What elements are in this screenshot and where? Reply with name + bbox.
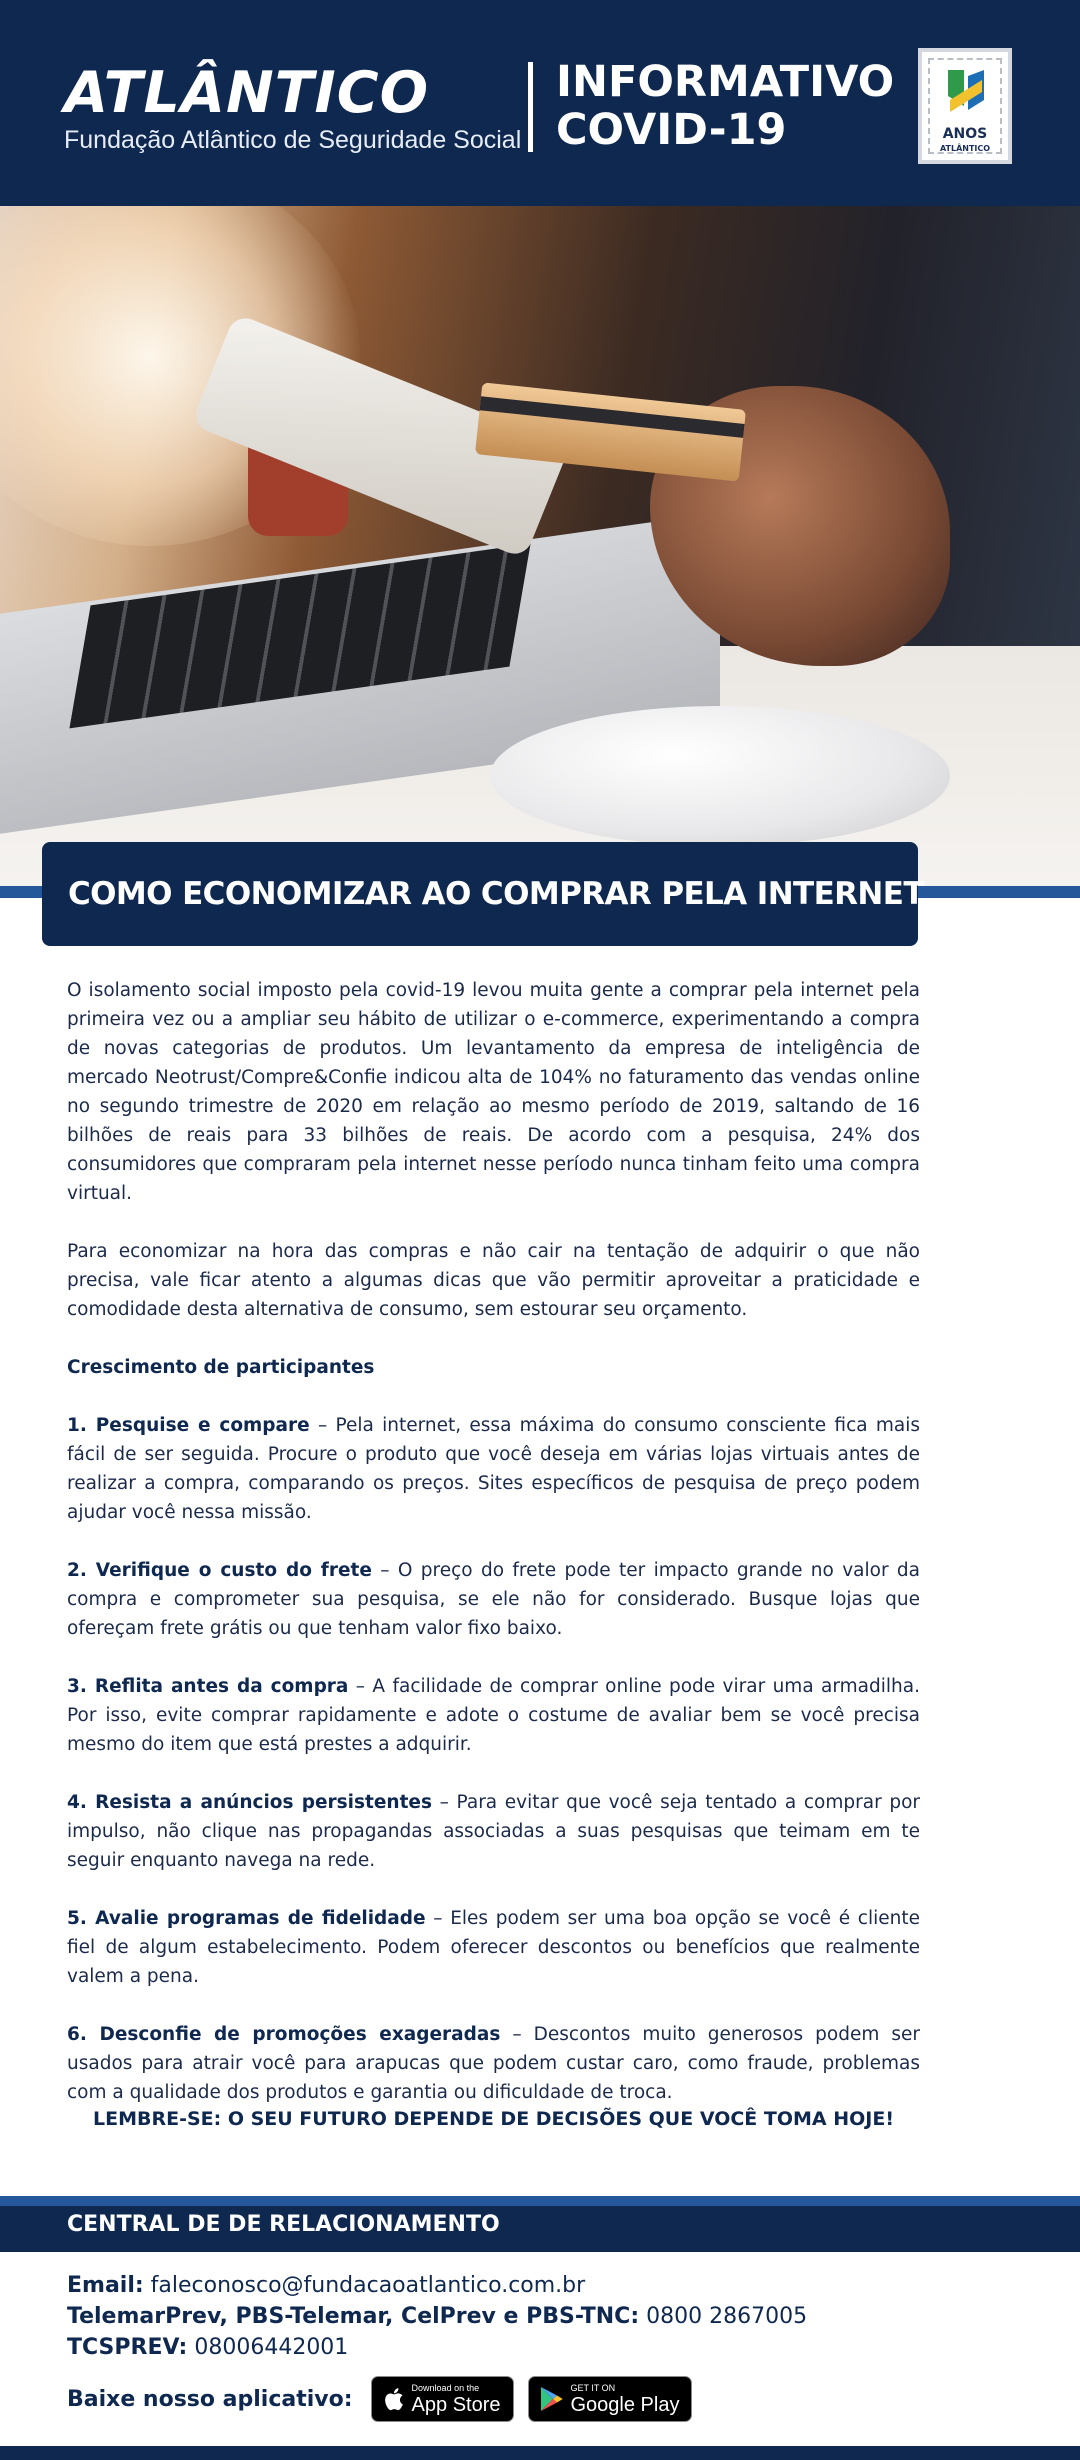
brand-name: ATLÂNTICO — [64, 60, 430, 126]
tip-2-title: 2. Verifique o custo do frete — [67, 1560, 372, 1581]
google-play-big: Google Play — [570, 2393, 680, 2416]
intro-paragraph: O isolamento social imposto pela covid-19 levou muita gente a comprar pela internet pela primeira vez ou a ampliar seu hábito de utilizar o e-commerce, experimentando a compra de novas categorias de produtos. Um levantamento da empresa de inteligência de mercado Neotrust/Compre&Confie indicou alta de 104% no faturamento das vendas online no segundo trimestre de 2020 em relação ao mesmo período de 2019, saltando de 16 bilhões de reais para 33 bilhões de reais. De acordo com a pesquisa, 24% dos consumidores que compraram pela internet nesse período nunca tinham feito uma compra virtual. — [67, 980, 920, 1204]
footer-stripe — [0, 2196, 1080, 2206]
tip-1 — [67, 1411, 920, 1527]
google-play-button[interactable] — [528, 2376, 693, 2422]
article-body — [67, 976, 920, 2136]
article-title-box — [42, 842, 924, 946]
tip-3-title: 3. Reflita antes da compra — [67, 1676, 349, 1697]
google-play-small: GET IT ON — [570, 2382, 616, 2393]
phone-line-2 — [67, 2332, 807, 2363]
tip-4 — [67, 1788, 920, 1875]
tip-4-title: 4. Resista a anúncios persistentes — [67, 1792, 432, 1813]
app-download-label: Baixe nosso aplicativo: — [67, 2386, 353, 2412]
app-store-small: Download on the — [411, 2382, 480, 2393]
email-label: Email: — [67, 2273, 144, 2298]
paragraph-2: Para economizar na hora das compras e não cair na tentação de adquirir o que não precisa, vale ficar atento a algumas dicas que vão permitir aproveitar a praticidade e comodidade desta alternativa de consumo, sem estourar seu orçamento. — [67, 1241, 920, 1320]
header — [0, 0, 1080, 206]
tip-2 — [67, 1556, 920, 1643]
newsletter-title-line1: INFORMATIVO — [556, 57, 895, 107]
tip-5-text: – Eles podem ser uma boa opção se você é cliente fiel de algum estabelecimento. Podem oferecer descontos ou benefícios que realmente valem a pena. — [67, 1908, 920, 1987]
tip-3 — [67, 1672, 920, 1759]
contact-info — [67, 2270, 807, 2363]
app-download-row — [67, 2376, 706, 2422]
email-line — [67, 2270, 807, 2301]
app-store-big: App Store — [411, 2393, 501, 2416]
header-divider — [528, 62, 533, 152]
phone2-label: TCSPREV: — [67, 2335, 188, 2360]
apple-icon — [382, 2386, 404, 2412]
email-link[interactable]: faleconosco@fundacaoatlantico.com.br — [143, 2273, 586, 2298]
brand-logo — [64, 60, 522, 155]
footer-title: CENTRAL DE DE RELACIONAMENTO — [67, 2212, 500, 2237]
hero-photo — [0, 206, 1080, 886]
tip-6 — [67, 2020, 920, 2107]
tip-5-title: 5. Avalie programas de fidelidade — [67, 1908, 426, 1929]
phone2-number[interactable]: 08006442001 — [187, 2335, 349, 2360]
tip-2-text: – O preço do frete pode ter impacto grande no valor da compra e comprometer sua pesquisa, se ele não for considerado. Busque lojas que ofereçam frete grátis ou que tenham valor fixo baixo. — [67, 1560, 920, 1639]
article-title: COMO ECONOMIZAR AO COMPRAR PELA INTERNET — [68, 876, 924, 912]
phone1-number[interactable]: 0800 2867005 — [639, 2304, 808, 2329]
bottom-bar — [0, 2446, 1080, 2460]
tip-1-title: 1. Pesquise e compare — [67, 1415, 310, 1436]
newsletter-title-line2: COVID-19 — [556, 105, 787, 155]
tip-4-text: – Para evitar que você seja tentado a comprar por impulso, não clique nas propagandas associadas a suas pesquisas que teimam em te seguir enquanto navega na rede. — [67, 1792, 920, 1871]
tip-5 — [67, 1904, 920, 1991]
badge-emblem-icon — [944, 66, 988, 122]
tip-1-text: – Pela internet, essa máxima do consumo consciente fica mais fácil de ser seguida. Procure o produto que você deseja em várias lojas virtuais antes de realizar a compra, comparando os preços. Sites específicos de pesquisa de preço podem ajudar você nessa missão. — [67, 1415, 920, 1523]
anos-badge-icon — [918, 48, 1012, 164]
app-store-button[interactable] — [371, 2376, 514, 2422]
photo-mouse — [490, 706, 950, 846]
brand-subtitle: Fundação Atlântico de Seguridade Social — [64, 126, 522, 154]
reminder-text: LEMBRE-SE: O SEU FUTURO DEPENDE DE DECISÕES QUE VOCÊ TOMA HOJE! — [92, 2108, 894, 2130]
phone1-label: TelemarPrev, PBS-Telemar, CelPrev e PBS-TNC: — [67, 2304, 640, 2329]
google-play-text — [571, 2384, 680, 2415]
section-subtitle: Crescimento de participantes — [67, 1357, 375, 1378]
tip-3-text: – A facilidade de comprar online pode virar uma armadilha. Por isso, evite comprar rapidamente e adote o costume de avaliar bem se você precisa mesmo do item que está prestes a adquirir. — [67, 1676, 920, 1755]
tip-6-text: – Descontos muito generosos podem ser usados para atrair você para arapucas que podem custar caro, como fraude, problemas com a qualidade dos produtos e garantia ou dificuldade de troca. — [67, 2024, 920, 2103]
newsletter-title — [556, 58, 894, 154]
phone-line-1 — [67, 2301, 807, 2332]
tip-6-title: 6. Desconfie de promoções exageradas — [67, 2024, 501, 2045]
badge-sub: ATLÂNTICO — [939, 144, 991, 153]
google-play-icon — [539, 2386, 563, 2412]
app-store-text — [412, 2384, 501, 2415]
badge-label: ANOS — [942, 126, 988, 142]
